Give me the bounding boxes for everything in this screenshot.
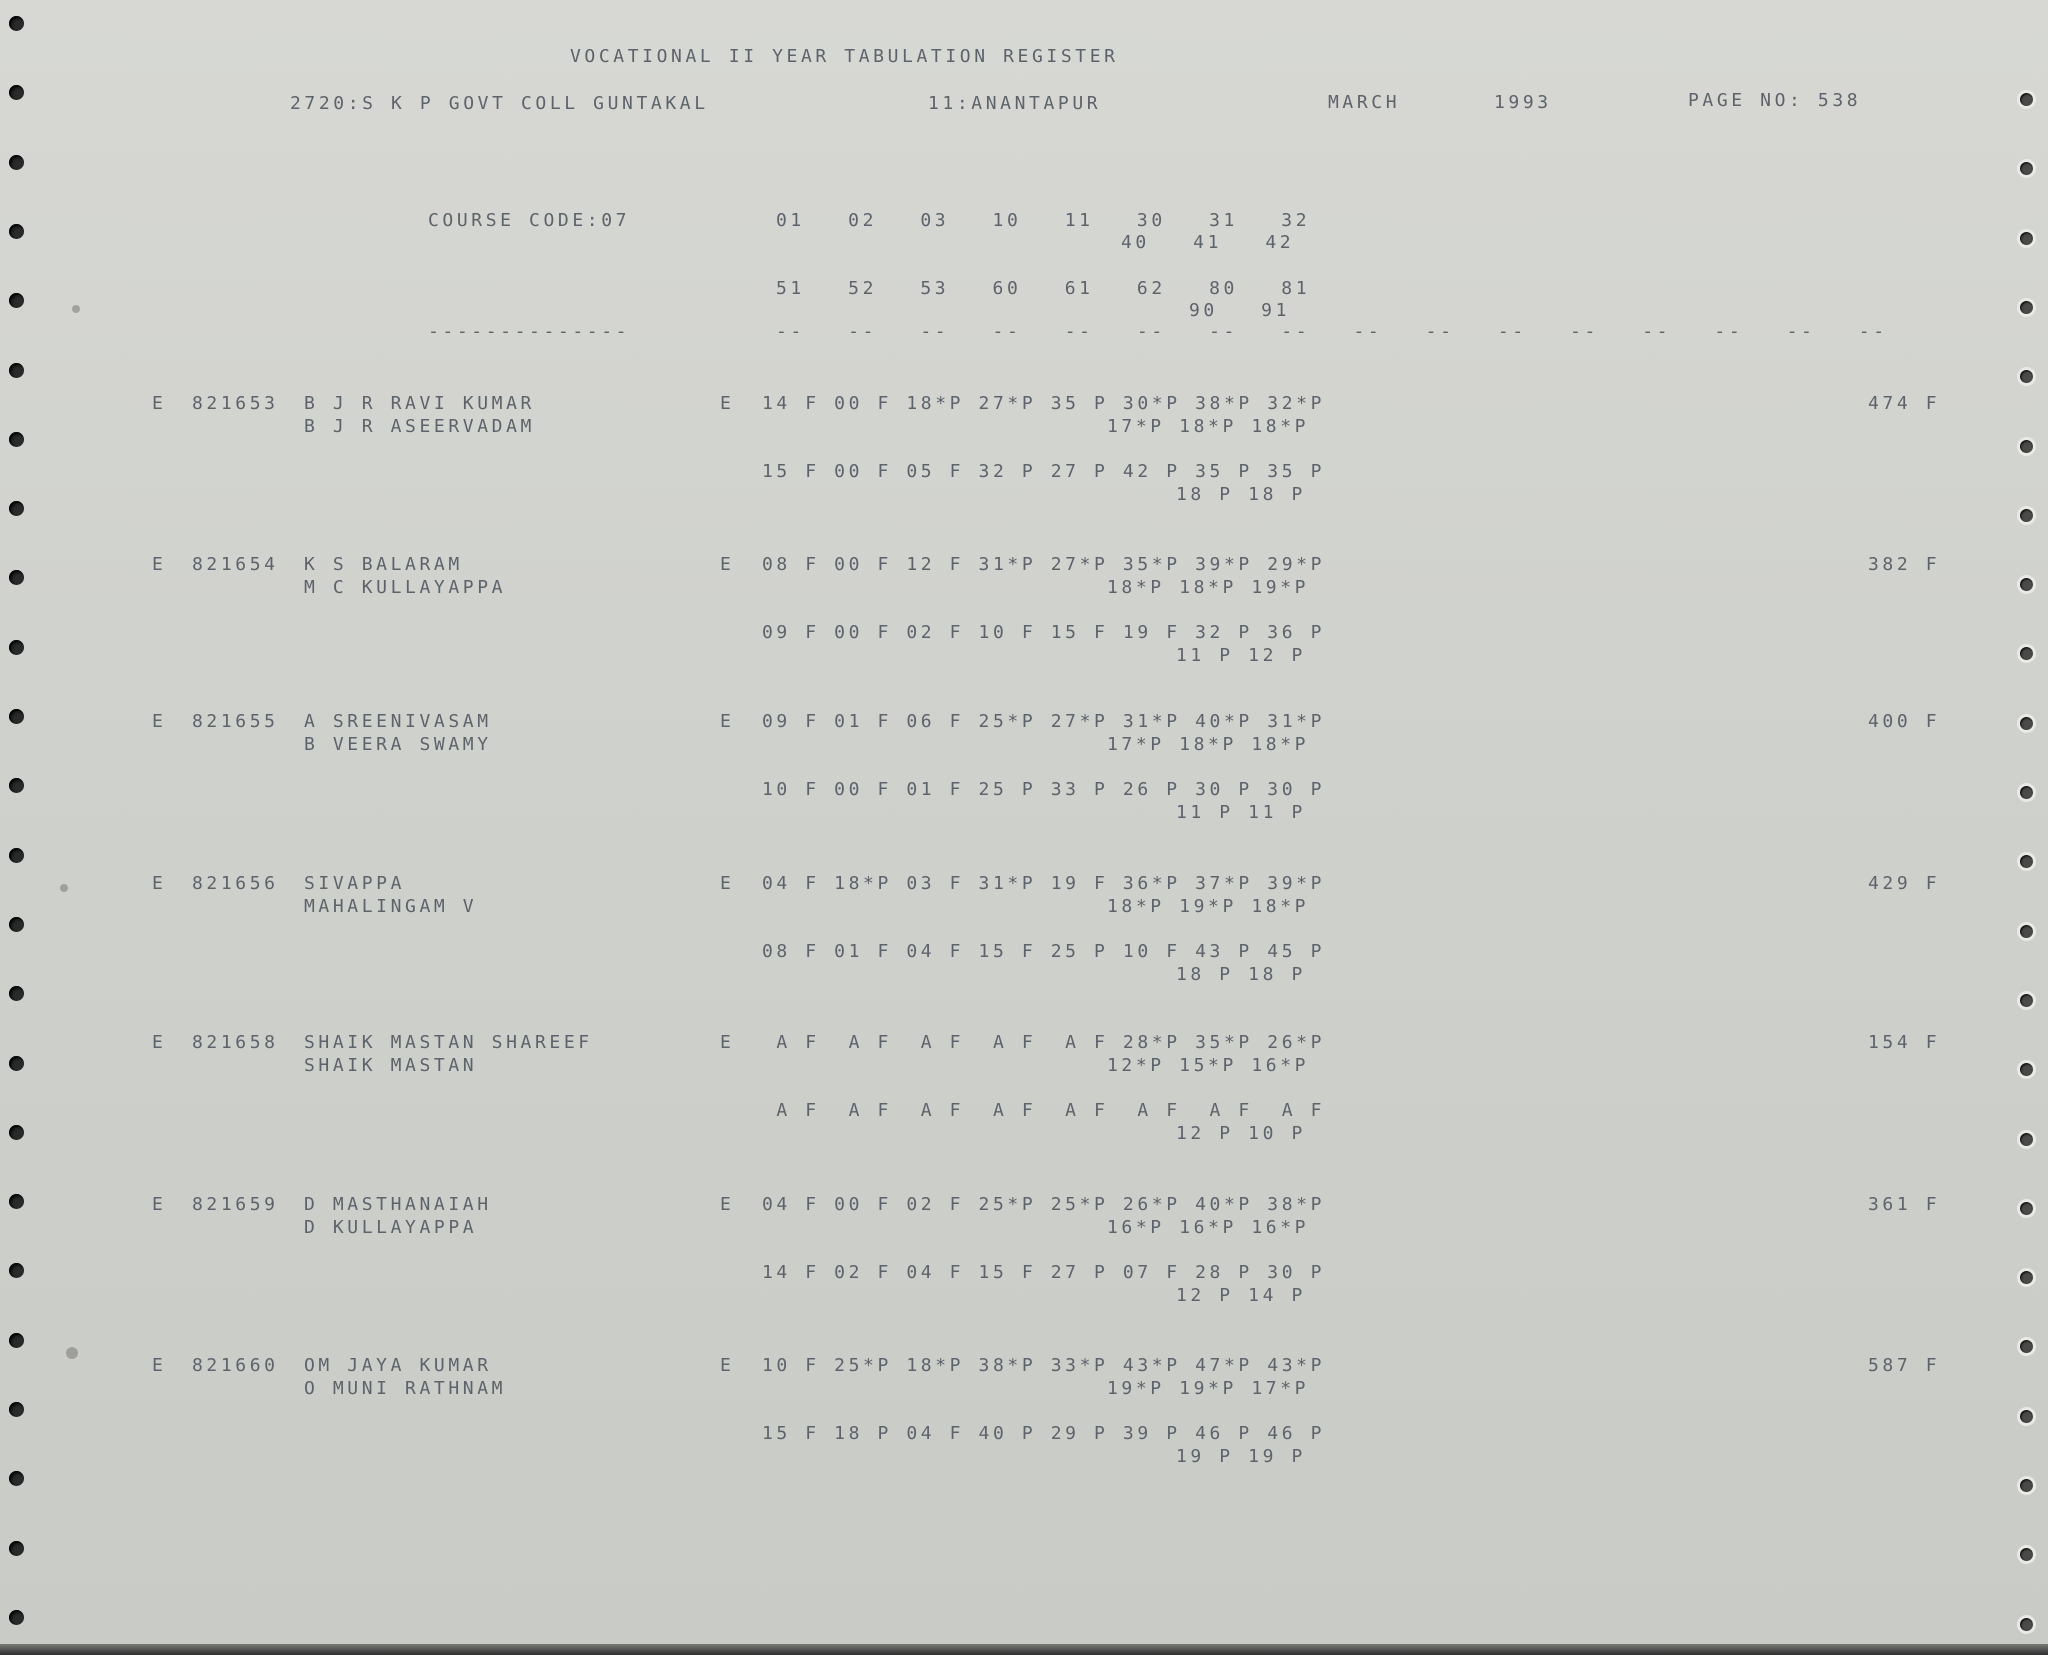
feed-hole (2017, 852, 2036, 871)
feed-hole (9, 1125, 24, 1140)
registration-number: 821654 (192, 554, 279, 575)
feed-hole (9, 640, 24, 655)
total-marks: 382 F (1868, 554, 1941, 575)
exam-flag: E (720, 554, 735, 575)
rule-left: -------------- (428, 321, 631, 342)
feed-hole (9, 1402, 24, 1417)
feed-hole (2017, 575, 2036, 594)
feed-hole (2017, 922, 2036, 941)
feed-hole (9, 778, 24, 793)
candidate-name: SIVAPPA (304, 873, 406, 894)
parent-name: M C KULLAYAPPA (304, 577, 507, 598)
feed-hole (9, 1610, 24, 1625)
feed-hole (2017, 437, 2036, 456)
total-marks: 474 F (1868, 393, 1941, 414)
feed-hole (9, 1333, 24, 1348)
feed-hole (9, 293, 24, 308)
feed-hole (2017, 506, 2036, 525)
course-code-label: COURSE CODE:07 (428, 210, 631, 231)
candidate-name: D MASTHANAIAH (304, 1194, 492, 1215)
feed-hole (9, 85, 24, 100)
marks-row1-sub: 12*P 15*P 16*P (1107, 1055, 1310, 1076)
feed-hole (2017, 159, 2036, 178)
marks-row1-sub: 18*P 19*P 18*P (1107, 896, 1310, 917)
feed-hole (9, 432, 24, 447)
registration-number: 821659 (192, 1194, 279, 1215)
parent-name: SHAIK MASTAN (304, 1055, 478, 1076)
parent-name: O MUNI RATHNAM (304, 1378, 507, 1399)
exam-flag: E (720, 393, 735, 414)
marks-row2-sub: 11 P 12 P (1176, 645, 1306, 666)
record-status: E (152, 1194, 167, 1215)
marks-row1-sub: 16*P 16*P 16*P (1107, 1217, 1310, 1238)
marks-row1-sub: 17*P 18*P 18*P (1107, 416, 1310, 437)
feed-hole (2017, 1615, 2036, 1634)
candidate-name: OM JAYA KUMAR (304, 1355, 492, 1376)
feed-hole (2017, 1337, 2036, 1356)
record-status: E (152, 393, 167, 414)
marks-row1: 04 F 00 F 02 F 25*P 25*P 26*P 40*P 38*P (762, 1194, 1326, 1215)
feed-hole (2017, 644, 2036, 663)
feed-hole (2017, 1476, 2036, 1495)
marks-row1: A F A F A F A F A F 28*P 35*P 26*P (762, 1032, 1326, 1053)
total-marks: 154 F (1868, 1032, 1941, 1053)
subject-codes-row1: 01 02 03 10 11 30 31 32 (776, 210, 1311, 231)
feed-hole (9, 1263, 24, 1278)
feed-hole (9, 16, 24, 31)
district-name: 11:ANANTAPUR (928, 93, 1102, 114)
feed-hole (2017, 783, 2036, 802)
total-marks: 429 F (1868, 873, 1941, 894)
record-status: E (152, 711, 167, 732)
subject-codes-row2: 51 52 53 60 61 62 80 81 (776, 278, 1311, 299)
marks-row1: 04 F 18*P 03 F 31*P 19 F 36*P 37*P 39*P (762, 873, 1326, 894)
record-status: E (152, 554, 167, 575)
feed-hole (9, 848, 24, 863)
parent-name: MAHALINGAM V (304, 896, 478, 917)
paper-speck (60, 884, 68, 892)
marks-row1: 14 F 00 F 18*P 27*P 35 P 30*P 38*P 32*P (762, 393, 1326, 414)
registration-number: 821656 (192, 873, 279, 894)
exam-month: MARCH (1328, 92, 1401, 113)
marks-row2: A F A F A F A F A F A F A F A F (762, 1100, 1326, 1121)
marks-row2: 10 F 00 F 01 F 25 P 33 P 26 P 30 P 30 P (762, 779, 1326, 800)
parent-name: B J R ASEERVADAM (304, 416, 535, 437)
feed-hole (9, 986, 24, 1001)
feed-hole (9, 709, 24, 724)
feed-hole (9, 224, 24, 239)
feed-hole (9, 1471, 24, 1486)
feed-hole (2017, 1060, 2036, 1079)
marks-row1: 09 F 01 F 06 F 25*P 27*P 31*P 40*P 31*P (762, 711, 1326, 732)
candidate-name: B J R RAVI KUMAR (304, 393, 535, 414)
feed-hole (2017, 714, 2036, 733)
marks-row2-sub: 19 P 19 P (1176, 1446, 1306, 1467)
feed-hole (2017, 1268, 2036, 1287)
feed-hole (9, 917, 24, 932)
feed-hole (9, 1541, 24, 1556)
marks-row1-sub: 17*P 18*P 18*P (1107, 734, 1310, 755)
candidate-name: A SREENIVASAM (304, 711, 492, 732)
total-marks: 361 F (1868, 1194, 1941, 1215)
marks-row1: 08 F 00 F 12 F 31*P 27*P 35*P 39*P 29*P (762, 554, 1326, 575)
feed-hole (9, 155, 24, 170)
feed-hole (2017, 1130, 2036, 1149)
feed-hole (2017, 229, 2036, 248)
feed-hole (2017, 90, 2036, 109)
total-marks: 400 F (1868, 711, 1941, 732)
marks-row2-sub: 11 P 11 P (1176, 802, 1306, 823)
feed-hole (9, 501, 24, 516)
marks-row1: 10 F 25*P 18*P 38*P 33*P 43*P 47*P 43*P (762, 1355, 1326, 1376)
page-number: PAGE NO: 538 (1688, 90, 1862, 111)
feed-hole (9, 1194, 24, 1209)
parent-name: D KULLAYAPPA (304, 1217, 478, 1238)
total-marks: 587 F (1868, 1355, 1941, 1376)
marks-row2: 09 F 00 F 02 F 10 F 15 F 19 F 32 P 36 P (762, 622, 1326, 643)
register-title: VOCATIONAL II YEAR TABULATION REGISTER (570, 46, 1119, 67)
marks-row1-sub: 18*P 18*P 19*P (1107, 577, 1310, 598)
feed-hole (2017, 1199, 2036, 1218)
paper-speck (66, 1347, 78, 1359)
feed-hole (9, 570, 24, 585)
parent-name: B VEERA SWAMY (304, 734, 492, 755)
feed-hole (2017, 1545, 2036, 1564)
registration-number: 821660 (192, 1355, 279, 1376)
feed-hole (9, 363, 24, 378)
exam-flag: E (720, 711, 735, 732)
exam-year: 1993 (1494, 92, 1552, 113)
candidate-name: SHAIK MASTAN SHAREEF (304, 1032, 593, 1053)
record-status: E (152, 1032, 167, 1053)
marks-row2: 14 F 02 F 04 F 15 F 27 P 07 F 28 P 30 P (762, 1262, 1326, 1283)
paper-bottom-edge (0, 1644, 2048, 1655)
marks-row2: 15 F 18 P 04 F 40 P 29 P 39 P 46 P 46 P (762, 1423, 1326, 1444)
registration-number: 821655 (192, 711, 279, 732)
candidate-name: K S BALARAM (304, 554, 463, 575)
marks-row2-sub: 18 P 18 P (1176, 484, 1306, 505)
feed-hole (2017, 298, 2036, 317)
marks-row2-sub: 12 P 10 P (1176, 1123, 1306, 1144)
feed-hole (2017, 1407, 2036, 1426)
exam-flag: E (720, 1032, 735, 1053)
subject-codes-row1-sub: 40 41 42 (1121, 232, 1295, 253)
exam-flag: E (720, 1194, 735, 1215)
registration-number: 821653 (192, 393, 279, 414)
college-name: 2720:S K P GOVT COLL GUNTAKAL (290, 93, 709, 114)
exam-flag: E (720, 1355, 735, 1376)
marks-row2: 08 F 01 F 04 F 15 F 25 P 10 F 43 P 45 P (762, 941, 1326, 962)
record-status: E (152, 1355, 167, 1376)
feed-hole (2017, 991, 2036, 1010)
rule-right: -- -- -- -- -- -- -- -- -- -- -- -- -- -- -- -- (776, 321, 1888, 342)
marks-row2: 15 F 00 F 05 F 32 P 27 P 42 P 35 P 35 P (762, 461, 1326, 482)
registration-number: 821658 (192, 1032, 279, 1053)
marks-row1-sub: 19*P 19*P 17*P (1107, 1378, 1310, 1399)
paper-speck (72, 305, 80, 313)
subject-codes-row2-sub: 90 91 (1189, 300, 1291, 321)
record-status: E (152, 873, 167, 894)
feed-hole (9, 1056, 24, 1071)
exam-flag: E (720, 873, 735, 894)
feed-hole (2017, 367, 2036, 386)
marks-row2-sub: 18 P 18 P (1176, 964, 1306, 985)
marks-row2-sub: 12 P 14 P (1176, 1285, 1306, 1306)
